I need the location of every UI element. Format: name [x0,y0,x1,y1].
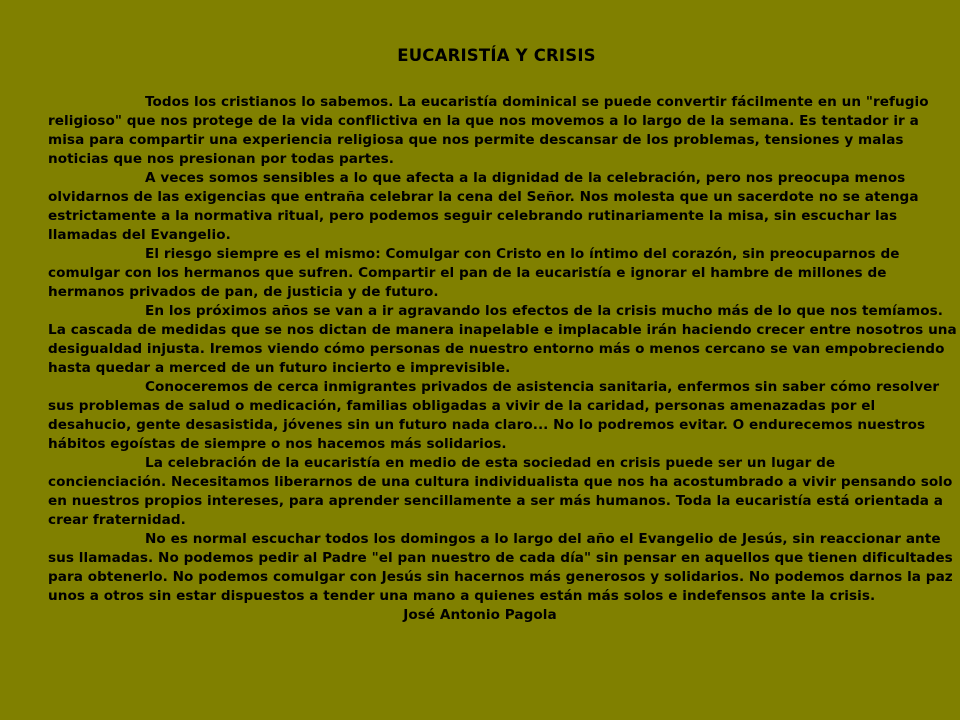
author-signature: José Antonio Pagola [403,607,557,623]
paragraph-6: La celebración de la eucaristía en medio de esta sociedad en crisis puede ser un lugar de concienciación. Necesitamos liberarnos de una cultura individualista que nos ha acostumbrado a vivir pensando solo en nuestros propios intereses, para aprender sencillamente a ser más humanos. Toda la eucaristía está orientada a crear fraternidad. [48,455,953,528]
paragraph-4: En los próximos años se van a ir agravando los efectos de la crisis mucho más de lo que nos temíamos. La cascada de medidas que se nos dictan de manera inapelable e implacable irán haciendo crecer entre nosotros una desigualdad injusta. Iremos viendo cómo personas de nuestro entorno más o menos cercano se van empobreciendo hasta quedar a merced de un futuro incierto e imprevisible. [48,303,957,376]
paragraph-7: No es normal escuchar todos los domingos a lo largo del año el Evangelio de Jesús, sin reaccionar ante sus llamadas. No podemos pedir al Padre "el pan nuestro de cada día" sin pensar en aquellos que tienen dificultades para obtenerlo. No podemos comulgar con Jesús sin hacernos más generosos y solidarios. No podemos darnos la paz unos a otros sin estar dispuestos a tender una mano a quienes están más solos e indefensos ante la crisis. [48,531,953,604]
paragraph-3: El riesgo siempre es el mismo: Comulgar con Cristo en lo íntimo del corazón, sin preocuparnos de comulgar con los hermanos que sufren. Compartir el pan de la eucaristía e ignorar el hambre de millones de hermanos privados de pan, de justicia y de futuro. [48,246,900,300]
article-body [48,93,958,625]
paragraph-1: Todos los cristianos lo sabemos. La eucaristía dominical se puede convertir fácilmente en un "refugio religioso" que nos protege de la vida conflictiva en la que nos movemos a lo largo de la semana. Es tentador ir a misa para compartir una experiencia religiosa que nos permite descansar de los problemas, tensiones y malas noticias que nos presionan por todas partes. [48,94,929,167]
page-title: EUCARISTÍA Y CRISIS [397,46,596,65]
paragraph-5: Conoceremos de cerca inmigrantes privados de asistencia sanitaria, enfermos sin saber cómo resolver sus problemas de salud o medicación, familias obligadas a vivir de la caridad, personas amenazadas por el desahucio, gente desasistida, jóvenes sin un futuro nada claro... No lo podremos evitar. O endurecemos nuestros hábitos egoístas de siempre o nos hacemos más solidarios. [48,379,940,452]
paragraph-2: A veces somos sensibles a lo que afecta a la dignidad de la celebración, pero nos preocupa menos olvidarnos de las exigencias que entraña celebrar la cena del Señor. Nos molesta que un sacerdote no se atenga estrictamente a la normativa ritual, pero podemos seguir celebrando rutinariamente la misa, sin escuchar las llamadas del Evangelio. [48,170,919,243]
